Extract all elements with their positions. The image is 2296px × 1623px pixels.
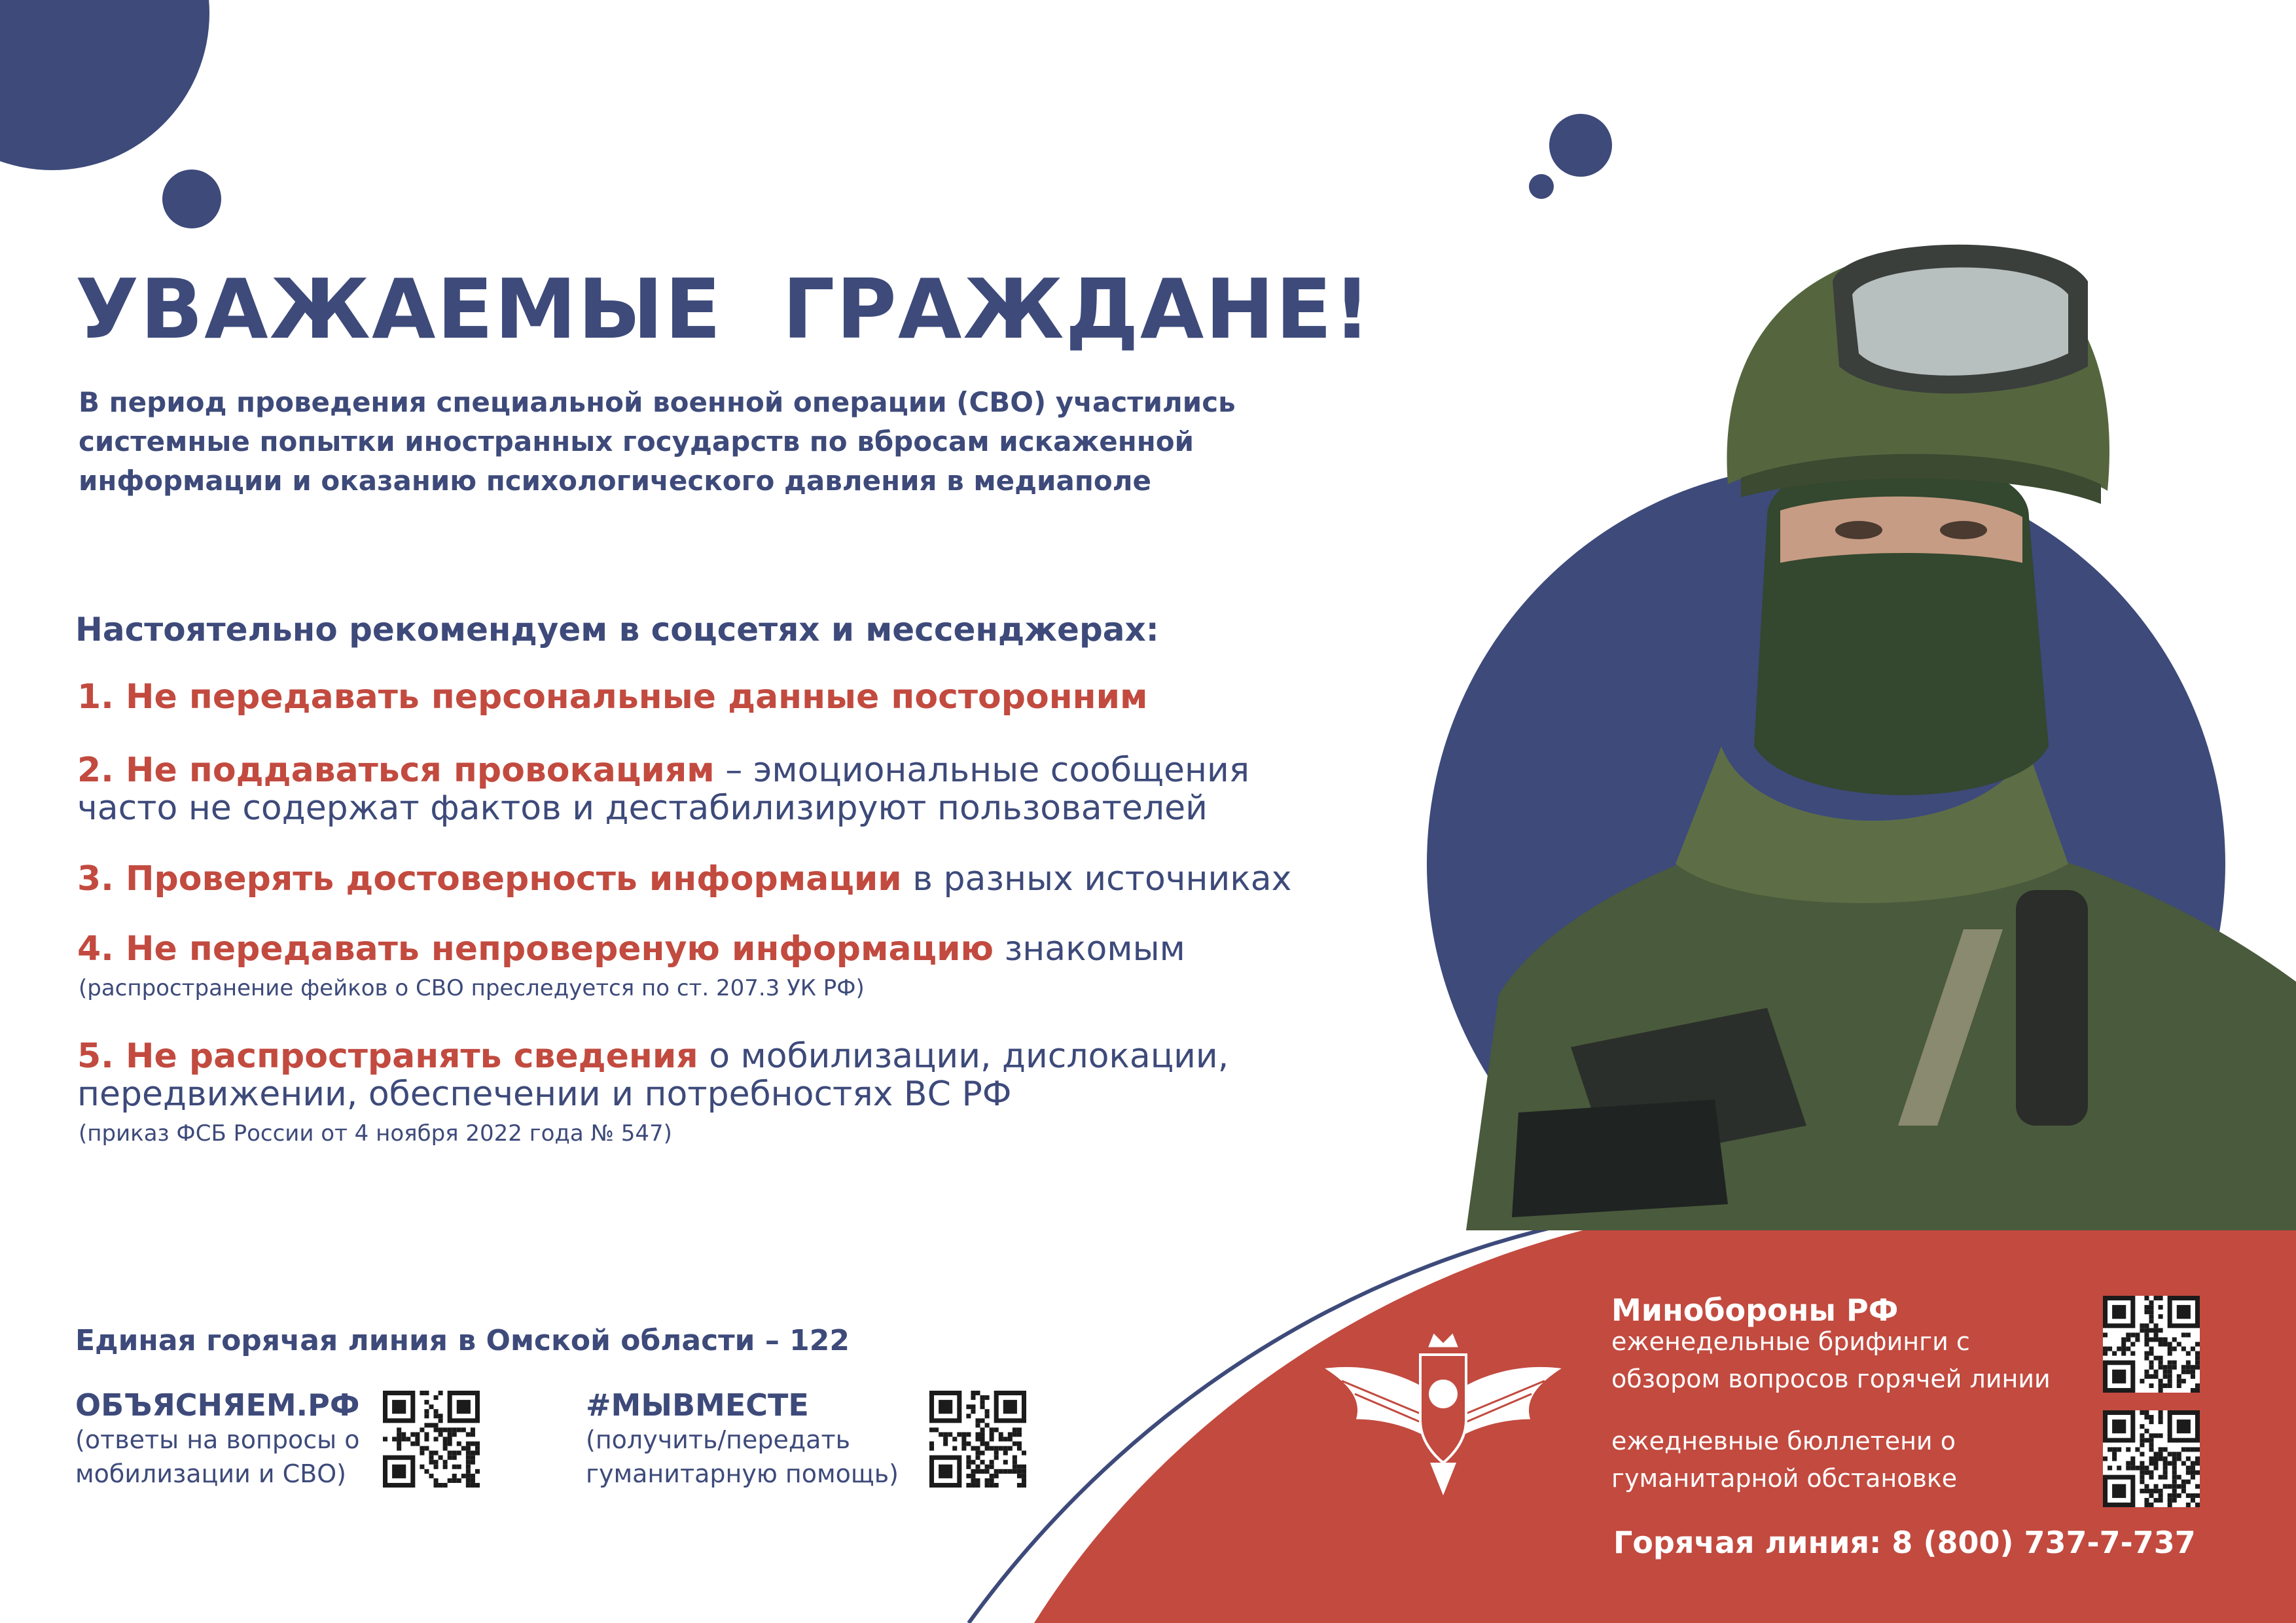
decor-circle-top-right: [1549, 114, 1612, 177]
ministry-title: Минобороны РФ: [1611, 1293, 1899, 1328]
intro-line: В период проведения специальной военной операции (СВО) участились: [79, 386, 1236, 418]
qr-code-icon[interactable]: [2103, 1410, 2200, 1507]
item-rest: о мобилизации, дислокации,: [698, 1037, 1229, 1076]
item-bold: 4. Не передавать непровереную информацию: [77, 929, 994, 969]
qr-code-icon[interactable]: [383, 1391, 480, 1488]
item-bold: 5. Не распространять сведения: [77, 1037, 698, 1076]
recommendation-item-5-line2: [77, 1075, 1012, 1113]
recommendation-item-1: [77, 678, 1148, 716]
intro-line: системные попытки иностранных государств по вбросам искаженной: [79, 425, 1194, 457]
page-title: УВАЖАЕМЫЕ ГРАЖДАНЕ!: [75, 261, 1372, 357]
ministry-briefing-line: еженедельные брифинги с: [1611, 1327, 1970, 1356]
decor-circle-top-left: [0, 0, 209, 170]
ministry-hotline: Горячая линия: 8 (800) 737-7-737: [1613, 1525, 2196, 1560]
intro-text: [79, 383, 1322, 501]
item-note: (распространение фейков о СВО преследуется по ст. 207.3 УК РФ): [79, 975, 865, 1001]
link-title[interactable]: ОБЪЯСНЯЕМ.РФ: [75, 1387, 360, 1423]
recommendations-lead: Настоятельно рекомендуем в соцсетях и мессенджерах:: [75, 611, 1159, 649]
recommendation-item-2: [77, 751, 1249, 789]
item-bold: 3. Проверять достоверность информации: [77, 859, 902, 899]
item-line2: передвижении, обеспечении и потребностях ВС РФ: [77, 1075, 1012, 1114]
recommendation-item-4: [77, 930, 1185, 968]
item-rest: знакомым: [994, 929, 1185, 969]
russian-defense-ministry-emblem: [1316, 1322, 1571, 1499]
item-rest: в разных источниках: [901, 859, 1292, 899]
item-rest: – эмоциональные сообщения: [714, 751, 1250, 790]
qr-code-icon[interactable]: [929, 1391, 1026, 1488]
item-bold: 2. Не поддаваться провокациям: [77, 751, 715, 790]
link-desc: (ответы на вопросы о: [75, 1425, 360, 1454]
ministry-bulletin-line: гуманитарной обстановке: [1611, 1464, 1958, 1493]
link-desc: (получить/передать: [586, 1425, 850, 1454]
item-line2: часто не содержат фактов и дестабилизируют пользователей: [77, 789, 1208, 828]
soldier-photo: [1440, 209, 2296, 1230]
intro-line: информации и оказанию психологического давления в медиаполе: [79, 465, 1151, 497]
item-bold: 1. Не передавать персональные данные посторонним: [77, 677, 1148, 717]
recommendation-item-2-line2: [77, 789, 1208, 827]
link-block-explain: [75, 1387, 360, 1491]
recommendation-item-5: [77, 1037, 1229, 1075]
link-title[interactable]: #МЫВМЕСТЕ: [586, 1387, 809, 1423]
link-block-together: [586, 1387, 899, 1491]
item-note: (приказ ФСБ России от 4 ноября 2022 года № 547): [79, 1120, 672, 1147]
decor-circle-tiny-right: [1529, 174, 1554, 199]
qr-code-icon[interactable]: [2103, 1296, 2200, 1393]
ministry-briefing-line: обзором вопросов горячей линии: [1611, 1364, 2051, 1393]
recommendation-item-3: [77, 860, 1291, 898]
regional-hotline: Единая горячая линия в Омской области – 122: [75, 1324, 850, 1357]
link-desc: гуманитарную помощь): [586, 1459, 899, 1488]
link-desc: мобилизации и СВО): [75, 1459, 346, 1488]
ministry-bulletin-line: ежедневные бюллетени о: [1611, 1427, 1956, 1455]
decor-circle-small-left: [162, 169, 221, 228]
